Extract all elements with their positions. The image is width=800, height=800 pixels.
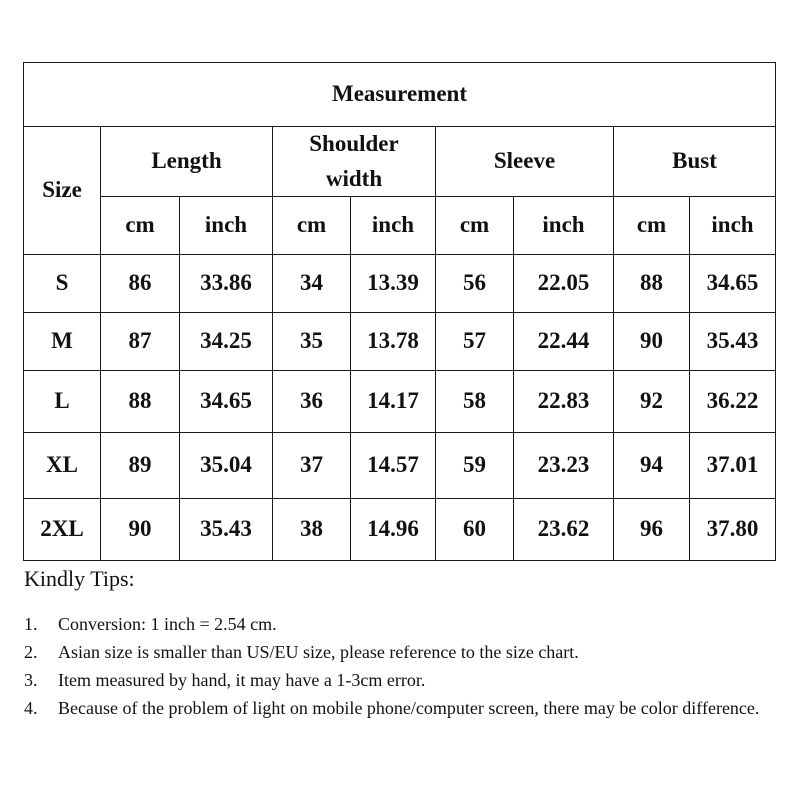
tip-number: 2. [24,642,38,662]
table-row [24,313,776,371]
tip-item [24,610,794,638]
unit-cell: cm [101,197,180,255]
tip-text: Item measured by hand, it may have a 1-3cm error. [58,670,426,690]
tip-item [24,694,794,722]
tip-text: Because of the problem of light on mobile phone/computer screen, there may be color difference. [58,698,760,718]
table-row [24,371,776,433]
table-cell: 33.86 [180,255,273,313]
table-cell: 34.65 [690,255,776,313]
unit-cell: inch [690,197,776,255]
table-cell: 13.78 [351,313,436,371]
tip-text: Asian size is smaller than US/EU size, please reference to the size chart. [58,642,579,662]
row-size-label: L [24,371,101,433]
table-cell: 89 [101,433,180,499]
unit-cell: cm [614,197,690,255]
table-cell: 36 [273,371,351,433]
table-cell: 35.43 [690,313,776,371]
unit-cell: cm [273,197,351,255]
table-cell: 92 [614,371,690,433]
table-cell: 59 [436,433,514,499]
table-cell: 57 [436,313,514,371]
table-cell: 38 [273,499,351,561]
table-cell: 22.44 [514,313,614,371]
table-cell: 56 [436,255,514,313]
table-cell: 35 [273,313,351,371]
table-cell: 14.17 [351,371,436,433]
row-size-label: XL [24,433,101,499]
table-cell: 36.22 [690,371,776,433]
bust-header: Bust [614,127,776,197]
table-cell: 14.96 [351,499,436,561]
table-cell: 90 [101,499,180,561]
tip-item [24,638,794,666]
table-row [24,433,776,499]
row-size-label: 2XL [24,499,101,561]
table-cell: 22.83 [514,371,614,433]
table-cell: 60 [436,499,514,561]
unit-cell: inch [514,197,614,255]
tip-number: 3. [24,670,38,690]
table-cell: 37.80 [690,499,776,561]
table-cell: 13.39 [351,255,436,313]
tip-item [24,666,794,694]
table-cell: 90 [614,313,690,371]
size-column-header: Size [24,127,101,255]
tip-number: 4. [24,698,38,718]
table-cell: 34 [273,255,351,313]
shoulder-width-label: Shoulder width [309,131,399,191]
sleeve-header: Sleeve [436,127,614,197]
tips-title: Kindly Tips: [24,566,135,591]
table-cell: 37.01 [690,433,776,499]
unit-cell: inch [351,197,436,255]
tip-text: Conversion: 1 inch = 2.54 cm. [58,614,277,634]
shoulder-width-header [273,127,436,197]
unit-row [24,197,776,255]
table-cell: 96 [614,499,690,561]
size-chart-table [23,62,776,561]
unit-cell: cm [436,197,514,255]
table-cell: 58 [436,371,514,433]
table-cell: 34.65 [180,371,273,433]
length-header: Length [101,127,273,197]
table-cell: 35.43 [180,499,273,561]
table-row [24,255,776,313]
table-cell: 86 [101,255,180,313]
kindly-tips [24,566,794,722]
table-cell: 87 [101,313,180,371]
table-row [24,499,776,561]
table-cell: 88 [614,255,690,313]
row-size-label: S [24,255,101,313]
table-cell: 23.23 [514,433,614,499]
table-cell: 88 [101,371,180,433]
table-cell: 37 [273,433,351,499]
table-title: Measurement [24,63,776,127]
table-cell: 23.62 [514,499,614,561]
tip-number: 1. [24,614,38,634]
table-cell: 34.25 [180,313,273,371]
table-cell: 94 [614,433,690,499]
row-size-label: M [24,313,101,371]
table-cell: 14.57 [351,433,436,499]
unit-cell: inch [180,197,273,255]
tips-list [24,610,794,722]
table-cell: 35.04 [180,433,273,499]
table-cell: 22.05 [514,255,614,313]
